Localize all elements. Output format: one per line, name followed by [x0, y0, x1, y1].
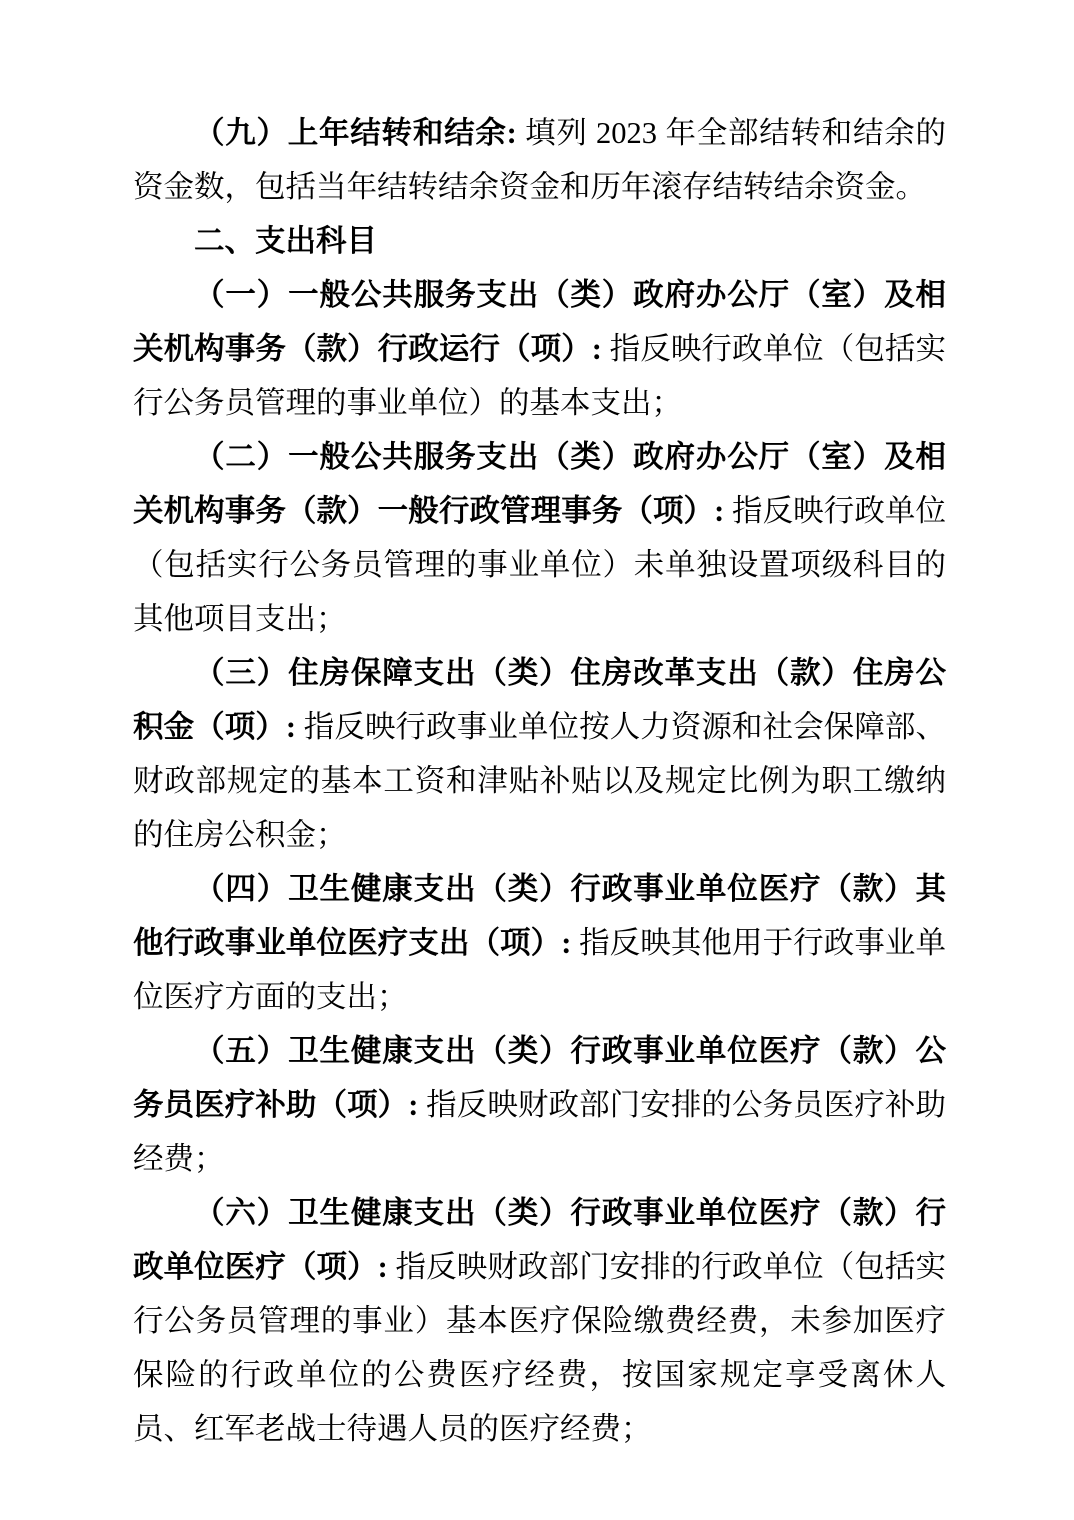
paragraph-item-3 — [133, 646, 946, 862]
paragraph-lead: （九）上年结转和结余: — [194, 116, 517, 150]
paragraph-body: 指反映行政单位（包括实行公务员管理的事业单位）的基本支出； — [133, 332, 947, 420]
section-heading-expenditure-subjects — [133, 214, 946, 268]
paragraph-body: 指反映财政部门安排的行政单位（包括实行公务员管理的事业）基本医疗保险缴费经费，未参加医疗保险的行政单位的公费医疗经费，按国家规定享受离休人员、红军老战士待遇人员的医疗经费； — [133, 1250, 947, 1446]
paragraph-lead: （五）卫生健康支出（类）行政事业单位医疗（款）公务员医疗补助（项）: — [133, 1034, 946, 1122]
paragraph-lead: （四）卫生健康支出（类）行政事业单位医疗（款）其他行政事业单位医疗支出（项）: — [133, 872, 946, 960]
paragraph-item-2 — [133, 430, 946, 646]
paragraph-lead: （二）一般公共服务支出（类）政府办公厅（室）及相关机构事务（款）一般行政管理事务（项）: — [133, 440, 946, 528]
paragraph-item-5 — [133, 1024, 946, 1186]
paragraph-prev-year-carryover — [133, 106, 946, 214]
document-content — [133, 106, 946, 1456]
paragraph-body: 指反映其他用于行政事业单位医疗方面的支出； — [133, 926, 947, 1014]
paragraph-lead: （六）卫生健康支出（类）行政事业单位医疗（款）行政单位医疗（项）: — [133, 1196, 946, 1284]
paragraph-lead: （一）一般公共服务支出（类）政府办公厅（室）及相关机构事务（款）行政运行（项）: — [133, 278, 946, 366]
heading-text: 二、支出科目 — [194, 224, 377, 258]
paragraph-item-1 — [133, 268, 946, 430]
paragraph-body: 指反映财政部门安排的公务员医疗补助经费； — [133, 1088, 947, 1176]
paragraph-lead: （三）住房保障支出（类）住房改革支出（款）住房公积金（项）: — [133, 656, 946, 744]
paragraph-body: 指反映行政单位（包括实行公务员管理的事业单位）未单独设置项级科目的其他项目支出； — [133, 494, 947, 636]
paragraph-item-4 — [133, 862, 946, 1024]
paragraph-body: 指反映行政事业单位按人力资源和社会保障部、财政部规定的基本工资和津贴补贴以及规定比例为职工缴纳的住房公积金； — [133, 710, 946, 852]
paragraph-item-6 — [133, 1186, 946, 1456]
paragraph-body: 填列 2023 年全部结转和结余的资金数，包括当年结转结余资金和历年滚存结转结余资金。 — [133, 116, 947, 204]
